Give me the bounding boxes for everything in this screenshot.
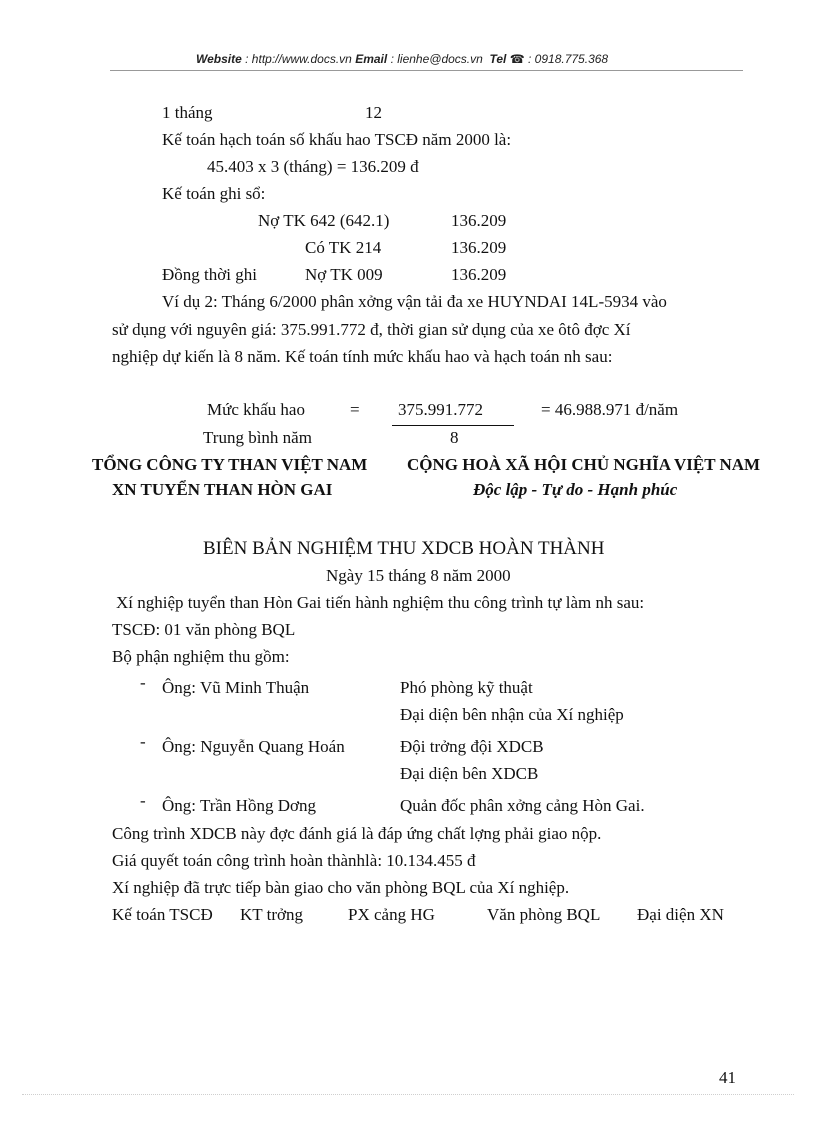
example-line-2: sử dụng với nguyên giá: 375.991.772 đ, thời gian sử dụng của xe ôtô đợc Xí [112, 320, 631, 339]
member-role: Đội trởng đội XDCB [400, 737, 544, 756]
formula-denominator: 8 [450, 428, 459, 447]
formula-equals: = [350, 400, 360, 419]
org-right-1: CỘNG HOÀ XÃ HỘI CHỦ NGHĨA VIỆT NAM [407, 455, 761, 474]
entry-prefix: Đồng thời ghi [162, 265, 257, 284]
report-assessment: Công trình XDCB này đợc đánh giá là đáp ứng chất lợng phải giao nộp. [112, 824, 602, 843]
entry-account: Nợ TK 642 (642.1) [258, 211, 390, 230]
fraction-bar [392, 425, 514, 426]
tel-value: : 0918.775.368 [528, 52, 609, 66]
signature-label: Kế toán TSCĐ [112, 905, 213, 924]
website-value[interactable]: : http://www.docs.vn [245, 52, 352, 66]
report-settlement: Giá quyết toán công trình hoàn thànhlà: 10.134.455 đ [112, 851, 476, 870]
entry-account: Nợ TK 009 [305, 265, 383, 284]
phone-icon: ☎ [509, 52, 525, 66]
signature-label: PX cảng HG [348, 905, 435, 924]
report-intro: Xí nghiệp tuyển than Hòn Gai tiến hành nghiệm thu công trình tự làm nh sau: [116, 593, 645, 612]
list-bullet: - [140, 791, 146, 810]
report-committee: Bộ phận nghiệm thu gồm: [112, 647, 290, 666]
entry-amount: 136.209 [451, 265, 507, 284]
calc-line-1: Kế toán hạch toán số khấu hao TSCĐ năm 2000 là: [162, 130, 512, 149]
member-name: Ông: Vũ Minh Thuận [162, 678, 310, 697]
member-role: Phó phòng kỹ thuật [400, 678, 533, 697]
signature-label: Văn phòng BQL [487, 905, 601, 924]
org-left-2: XN TUYỂN THAN HÒN GAI [112, 480, 333, 499]
example-line-1: Ví dụ 2: Tháng 6/2000 phân xởng vận tải đa xe HUYNDAI 14L-5934 vào [162, 292, 667, 311]
formula-numerator: 375.991.772 [398, 400, 483, 419]
org-left-1: TỔNG CÔNG TY THAN VIỆT NAM [92, 455, 368, 474]
member-role-detail: Đại diện bên XDCB [400, 764, 539, 783]
page-header [196, 52, 608, 66]
entry-amount: 136.209 [451, 238, 507, 257]
report-date: Ngày 15 tháng 8 năm 2000 [326, 566, 511, 585]
formula-label-top: Mức khấu hao [207, 400, 305, 419]
example-line-3: nghiệp dự kiến là 8 năm. Kế toán tính mức khấu hao và hạch toán nh sau: [112, 347, 613, 366]
entry-amount: 136.209 [451, 211, 507, 230]
member-role-detail: Đại diện bên nhận của Xí nghiệp [400, 705, 624, 724]
website-label: Website [196, 52, 242, 66]
report-handover: Xí nghiệp đã trực tiếp bàn giao cho văn phòng BQL của Xí nghiệp. [112, 878, 570, 897]
calc-line-2: 45.403 x 3 (tháng) = 136.209 đ [207, 157, 419, 176]
formula-label-bottom: Trung bình năm [203, 428, 312, 447]
formula-result: = 46.988.971 đ/năm [541, 400, 679, 419]
member-role: Quản đốc phân xởng cảng Hòn Gai. [400, 796, 645, 815]
calc-line-3: Kế toán ghi sổ: [162, 184, 266, 203]
report-title: BIÊN BẢN NGHIỆM THU XDCB HOÀN THÀNH [203, 538, 605, 559]
page-number: 41 [719, 1068, 736, 1087]
org-right-2: Độc lập - Tự do - Hạnh phúc [473, 480, 678, 499]
signature-label: KT trởng [240, 905, 303, 924]
footer-divider [22, 1094, 794, 1095]
email-label: Email [355, 52, 388, 66]
fraction-tail-value: 12 [365, 103, 382, 122]
report-asset: TSCĐ: 01 văn phòng BQL [112, 620, 296, 639]
list-bullet: - [140, 673, 146, 692]
member-name: Ông: Trần Hồng Dơng [162, 796, 316, 815]
email-value[interactable]: : lienhe@docs.vn [390, 52, 483, 66]
entry-account: Có TK 214 [305, 238, 382, 257]
list-bullet: - [140, 732, 146, 751]
fraction-tail-label: 1 tháng [162, 103, 213, 122]
header-divider [110, 70, 743, 71]
signature-label: Đại diện XN [637, 905, 724, 924]
member-name: Ông: Nguyễn Quang Hoán [162, 737, 345, 756]
tel-label: Tel [489, 52, 507, 66]
